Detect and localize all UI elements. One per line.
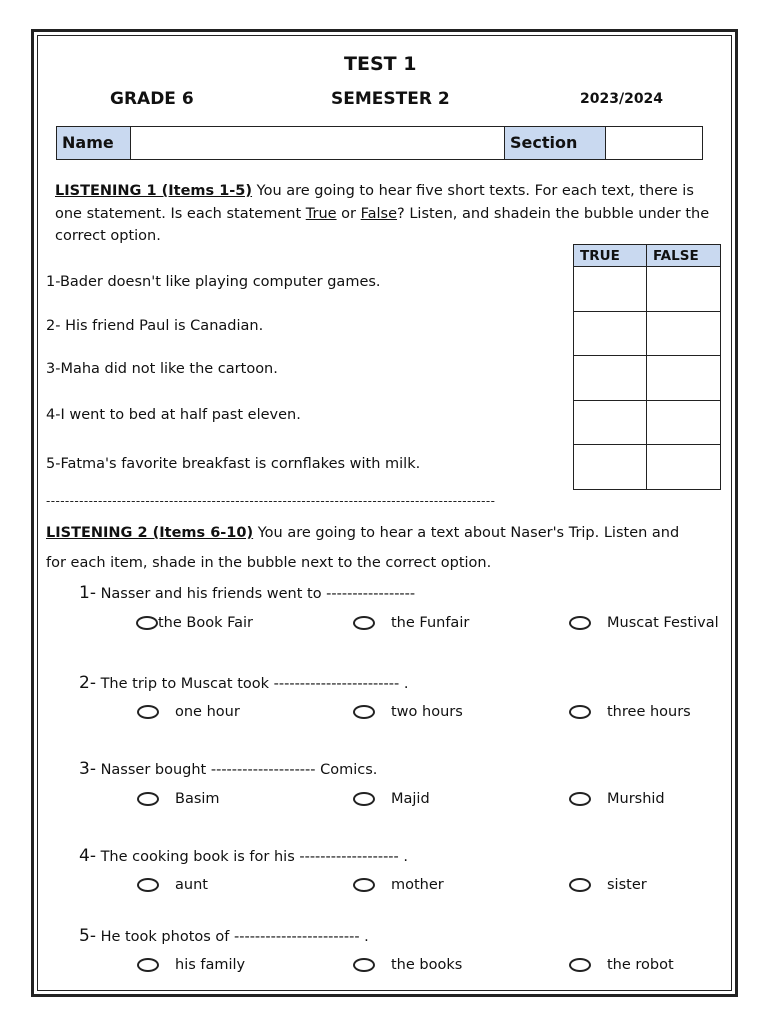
question-text: Nasser bought -------------------- Comics. bbox=[100, 762, 378, 778]
name-field[interactable] bbox=[131, 127, 505, 159]
statement-2: 2- His friend Paul is Canadian. bbox=[46, 318, 264, 334]
option-label: mother bbox=[391, 877, 444, 893]
question-number: 3- bbox=[79, 759, 96, 779]
option-label: two hours bbox=[391, 704, 463, 720]
instruction-text: correct option. bbox=[55, 228, 161, 244]
bubble-icon[interactable] bbox=[353, 958, 375, 972]
answer-cell-false[interactable] bbox=[647, 267, 721, 312]
grade-label: GRADE 6 bbox=[110, 89, 194, 109]
section-field[interactable] bbox=[606, 127, 702, 159]
question-text: The cooking book is for his ------------------- . bbox=[100, 849, 408, 865]
name-label: Name bbox=[57, 127, 131, 159]
option-4b[interactable] bbox=[353, 877, 444, 893]
option-label: the books bbox=[391, 957, 463, 973]
answer-cell-false[interactable] bbox=[647, 400, 721, 445]
option-4c[interactable] bbox=[569, 877, 647, 893]
question-number: 4- bbox=[79, 846, 96, 866]
answer-cell-true[interactable] bbox=[574, 267, 647, 312]
question-number: 2- bbox=[79, 673, 96, 693]
school-year: 2023/2024 bbox=[580, 91, 664, 107]
true-false-table bbox=[573, 244, 721, 490]
listening2-instructions bbox=[46, 518, 706, 578]
answer-cell-true[interactable] bbox=[574, 445, 647, 490]
option-2c[interactable] bbox=[569, 704, 691, 720]
option-label: his family bbox=[175, 957, 246, 973]
bubble-icon[interactable] bbox=[353, 878, 375, 892]
question-text: Nasser and his friends went to ----------------- bbox=[100, 586, 416, 602]
false-word: False bbox=[360, 205, 398, 222]
bubble-icon[interactable] bbox=[137, 878, 159, 892]
section-divider: ----------------------------------------------------------------------------------------------- bbox=[46, 494, 496, 508]
instruction-text: or bbox=[336, 205, 361, 222]
listening1-heading: LISTENING 1 (Items 1-5) bbox=[55, 183, 253, 199]
statement-4: 4-I went to bed at half past eleven. bbox=[46, 407, 301, 423]
question-number: 1- bbox=[79, 583, 96, 603]
instruction-text: ? Listen, and shadein the bubble under the bbox=[397, 205, 710, 222]
answer-cell-true[interactable] bbox=[574, 311, 647, 356]
option-3a[interactable] bbox=[137, 791, 220, 807]
bubble-icon[interactable] bbox=[569, 958, 591, 972]
option-label: the robot bbox=[607, 957, 674, 973]
option-1a[interactable] bbox=[136, 615, 253, 631]
bubble-icon[interactable] bbox=[136, 616, 158, 630]
instruction-text: one statement. Is each statement bbox=[55, 205, 306, 222]
section-label: Section bbox=[505, 127, 606, 159]
name-section-bar bbox=[56, 126, 703, 160]
option-label: Majid bbox=[391, 791, 430, 807]
bubble-icon[interactable] bbox=[569, 792, 591, 806]
answer-cell-true[interactable] bbox=[574, 356, 647, 401]
option-label: Basim bbox=[175, 791, 220, 807]
answer-cell-false[interactable] bbox=[647, 445, 721, 490]
option-4a[interactable] bbox=[137, 877, 208, 893]
option-label: Murshid bbox=[607, 791, 665, 807]
bubble-icon[interactable] bbox=[353, 792, 375, 806]
bubble-icon[interactable] bbox=[353, 616, 375, 630]
answer-cell-false[interactable] bbox=[647, 311, 721, 356]
option-label: one hour bbox=[175, 704, 240, 720]
option-1c[interactable] bbox=[569, 615, 719, 631]
listening2-heading: LISTENING 2 (Items 6-10) bbox=[46, 525, 254, 541]
option-5a[interactable] bbox=[137, 957, 245, 973]
question-1 bbox=[79, 583, 415, 603]
option-2a[interactable] bbox=[137, 704, 240, 720]
test-title: TEST 1 bbox=[344, 53, 417, 75]
listening1-instructions bbox=[55, 180, 715, 248]
bubble-icon[interactable] bbox=[137, 705, 159, 719]
true-word: True bbox=[305, 205, 337, 222]
option-label: sister bbox=[607, 877, 647, 893]
statement-3: 3-Maha did not like the cartoon. bbox=[46, 361, 278, 377]
option-3c[interactable] bbox=[569, 791, 665, 807]
true-header: TRUE bbox=[574, 245, 647, 267]
option-label: aunt bbox=[175, 877, 208, 893]
question-5 bbox=[79, 926, 369, 946]
question-text: The trip to Muscat took ------------------------ . bbox=[100, 676, 409, 692]
option-label: the Funfair bbox=[391, 615, 470, 631]
bubble-icon[interactable] bbox=[137, 792, 159, 806]
question-2 bbox=[79, 673, 408, 693]
option-label: Muscat Festival bbox=[607, 615, 719, 631]
option-3b[interactable] bbox=[353, 791, 430, 807]
option-2b[interactable] bbox=[353, 704, 463, 720]
bubble-icon[interactable] bbox=[569, 878, 591, 892]
semester-label: SEMESTER 2 bbox=[331, 89, 450, 109]
question-text: He took photos of ------------------------ . bbox=[100, 929, 369, 945]
answer-cell-false[interactable] bbox=[647, 356, 721, 401]
bubble-icon[interactable] bbox=[137, 958, 159, 972]
statement-1: 1-Bader doesn't like playing computer games. bbox=[46, 274, 381, 290]
option-1b[interactable] bbox=[353, 615, 469, 631]
question-number: 5- bbox=[79, 926, 96, 946]
false-header: FALSE bbox=[647, 245, 721, 267]
bubble-icon[interactable] bbox=[569, 616, 591, 630]
option-5c[interactable] bbox=[569, 957, 674, 973]
question-4 bbox=[79, 846, 408, 866]
answer-cell-true[interactable] bbox=[574, 400, 647, 445]
instruction-text: You are going to hear five short texts. For each text, there is bbox=[252, 183, 694, 199]
option-label: the Book Fair bbox=[158, 615, 253, 631]
option-5b[interactable] bbox=[353, 957, 462, 973]
option-label: three hours bbox=[607, 704, 691, 720]
instruction-text: You are going to hear a text about Naser's Trip. Listen and bbox=[253, 525, 680, 541]
instruction-text: for each item, shade in the bubble next to the correct option. bbox=[46, 555, 492, 571]
bubble-icon[interactable] bbox=[569, 705, 591, 719]
bubble-icon[interactable] bbox=[353, 705, 375, 719]
question-3 bbox=[79, 759, 377, 779]
statement-5: 5-Fatma's favorite breakfast is cornflakes with milk. bbox=[46, 456, 421, 472]
